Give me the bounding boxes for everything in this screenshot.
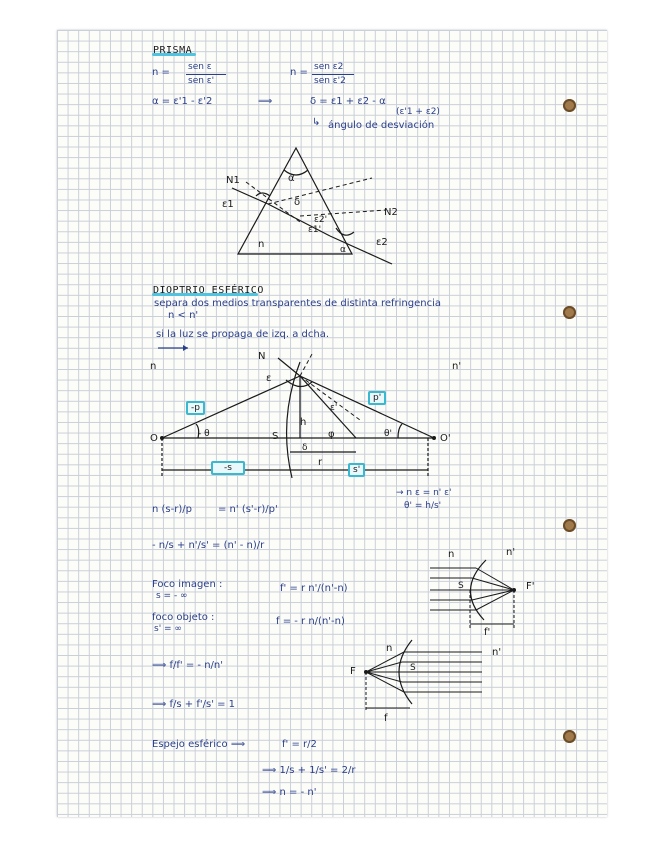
label-eps2: ε2 <box>376 237 388 248</box>
foco-imagen-cond: s = - ∞ <box>156 591 188 601</box>
dioptrio-line2: n < n' <box>168 310 199 321</box>
foco-objeto-label: foco objeto : <box>152 612 215 623</box>
eq-n-label: n = <box>152 67 170 78</box>
prisma-heading: PRISMA <box>153 45 193 56</box>
label-n-left: n <box>150 361 157 372</box>
label-minus-theta: - θ <box>198 429 210 439</box>
label-eps2p: ε2' <box>314 215 328 225</box>
fig3-label-F: F <box>350 666 356 677</box>
eq-sum: ⟹ f/s + f'/s' = 1 <box>152 699 236 710</box>
label-minus-s: -s <box>211 461 245 475</box>
dioptrio-line1: separa dos medios transparentes de distinta refringencia <box>154 298 441 309</box>
foco-objeto-cond: s' = ∞ <box>154 624 182 634</box>
label-eps1p: ε1' <box>308 225 322 235</box>
label-O-prime: O' <box>440 433 451 444</box>
fig3-label-n-prime: n' <box>492 647 502 658</box>
label-delta: δ <box>302 443 308 453</box>
fig3-label-f: f <box>384 713 388 724</box>
eq-ratio: ⟹ f/f' = - n/n' <box>152 660 223 671</box>
label-n: n <box>258 239 265 250</box>
eq-delta: δ = ε1 + ε2 - α <box>310 96 386 107</box>
label-eps-prime: ε' <box>330 403 338 413</box>
deviation-note: ángulo de desviación <box>328 120 435 131</box>
eq-alpha: α = ε'1 - ε'2 <box>152 96 213 107</box>
eq-law-left: n (s-r)/p <box>152 504 192 515</box>
fig3-label-n: n <box>386 643 393 654</box>
label-s-prime: s' <box>348 463 365 477</box>
side-eq-snell: → n ε = n' ε' <box>396 488 452 498</box>
label-phi: φ <box>328 429 335 440</box>
fig2-label-F-prime: F' <box>526 581 535 592</box>
label-eps: ε <box>266 373 272 384</box>
eq-frac1-num: sen ε <box>188 62 212 72</box>
label-r: r <box>318 457 323 468</box>
eq-frac1-den: sen ε' <box>188 76 215 86</box>
fig2-label-n: n <box>448 549 455 560</box>
foco-imagen-eq: f' = r n'/(n'-n) <box>280 583 348 594</box>
label-N: N <box>258 351 266 362</box>
side-eq-theta: θ' = h/s' <box>404 501 442 511</box>
dioptrio-line3: si la luz se propaga de izq. a dcha. <box>156 329 330 340</box>
label-O: O <box>150 433 158 444</box>
eq-delta-paren: (ε'1 + ε2) <box>396 107 440 117</box>
label-theta-prime: θ' <box>384 429 392 439</box>
foco-imagen-label: Foco imagen : <box>152 579 223 590</box>
eq-frac2-num: sen ε2 <box>314 62 344 72</box>
espejo-label: Espejo esférico ⟹ <box>152 739 246 750</box>
note-arrow: ↳ <box>312 117 321 128</box>
fig3-label-S: S <box>410 663 416 673</box>
dioptrio-heading: DIOPTRIO ESFÉRICO <box>153 285 264 296</box>
label-S: S <box>272 431 279 442</box>
espejo-eq2: ⟹ 1/s + 1/s' = 2/r <box>262 765 356 776</box>
label-alpha: α <box>288 173 295 184</box>
label-h: h <box>300 417 307 428</box>
label-N2: N2 <box>384 207 398 218</box>
eq-frac2-den: sen ε'2 <box>314 76 346 86</box>
espejo-eq1: f' = r/2 <box>282 739 317 750</box>
eq-law-right: = n' (s'-r)/p' <box>218 504 278 515</box>
fig2-label-S: S <box>458 581 464 591</box>
fig2-label-f-prime: f' <box>484 627 491 638</box>
eq-diopter: - n/s + n'/s' = (n' - n)/r <box>152 540 265 551</box>
implies-arrow: ⟹ <box>258 96 273 107</box>
label-eps1: ε1 <box>222 199 234 210</box>
fig2-label-n-prime: n' <box>506 547 516 558</box>
foco-objeto-eq: f = - r n/(n'-n) <box>276 616 345 627</box>
espejo-eq3: ⟹ n = - n' <box>262 787 317 798</box>
label-p-prime: p' <box>368 391 386 405</box>
eq-n2-label: n = <box>290 67 308 78</box>
label-n-right: n' <box>452 361 462 372</box>
label-delta: δ <box>294 197 301 208</box>
label-alpha2: α <box>340 245 346 255</box>
label-N1: N1 <box>226 175 240 186</box>
label-minus-p: -p <box>186 401 205 415</box>
